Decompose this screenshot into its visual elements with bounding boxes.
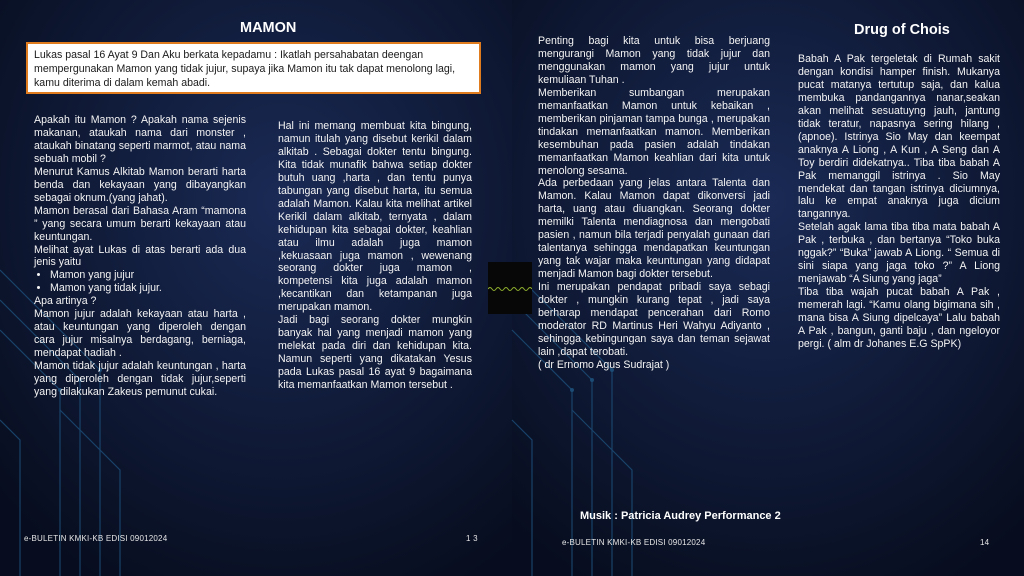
paragraph: Jadi bagi seorang dokter mungkin banyak hal yang menjadi mamon yang melekat pada diri dan kehidupan kita. Namun seperti yang dikatakan Yesus pada Lukas pasal 16 ayat 9 bagaimana kita memanfaatkan Mamon tersebut . xyxy=(278,314,472,392)
bible-quote-box: Lukas pasal 16 Ayat 9 Dan Aku berkata kepadamu : Ikatlah persahabatan deengan mempergunakan Mamon yang tidak jujur, supaya jika Mamon itu tak dapat menolong lagi, kamu diterima di dalam kemah abadi. xyxy=(26,42,481,94)
paragraph: Tiba tiba wajah pucat babah A Pak , memerah lagi. “Kamu olang bigimana sih , mana bisa A Siung dipelcaya” Lalu babah A Pak , bangun, ganti baju , dan ngeloyor pergi. ( alm dr Johanes E.G SpPK) xyxy=(798,286,1000,350)
page-title: MAMON xyxy=(240,20,297,36)
paragraph: Melihat ayat Lukas di atas berarti ada dua jenis yaitu xyxy=(34,243,246,269)
page-number: 1 3 xyxy=(466,534,478,543)
list-item: • Mamon yang tidak jujur. xyxy=(50,282,246,295)
paragraph: Ini merupakan pendapat pribadi saya sebagi dokter , mungkin kurang tepat , jadi saya berharap mendapat pencerahan dari Romo moderator RD Martinus Heri Wahyu Adiyanto , sehingga kebingungan saya dan teman sejawat lain ,dapat terobati. xyxy=(538,281,770,358)
paragraph: Babah A Pak tergeletak di Rumah sakit dengan kondisi hamper finish. Mukanya pucat matanya tertutup saja, dan kalua membuka pandangannya nanar,seakan akan melihat sesuatuyng jauh, jantung tidak teratur, napasnya sering hilang , (apnoe). Istrinya Sio May dan keempat anaknya A Liong , A Kun , A Seng dan A Toy berdiri didekatnya.. Tiba tiba babah A Pak memanggil istrinya . Sio May mendekat dan tangan istrinya diciumnya, lalu ke empat anaknya juga dicium tangannya. xyxy=(798,53,1000,221)
paragraph: Ada perbedaan yang jelas antara Talenta dan Mamon. Kalau Mamon dapat dikonversi jadi harta, uang atau diuangkan. Seorang dokter memilki Talenta mendiagnosa dan mengobati pasien , namun bila terjadi penyalah gunaan dari talentanya sehingga mendapatkan keuntungan yang tak wajar maka keuntungan yang didapat menjadi Mamon bagi dokter tersebut. xyxy=(538,177,770,281)
list-item: • Mamon yang jujur xyxy=(50,269,246,282)
paragraph: Penting bagi kita untuk bisa berjuang mengurangi Mamon yang tidak jujur dan menggunakan mamon yang jujur untuk kemuliaan Tuhan . xyxy=(538,35,770,86)
paragraph: Memberikan sumbangan merupakan memanfaatkan Mamon untuk kebaikan , memberikan pinjaman tampa bunga , merupakan tindakan memanfaatkan mamon. Memberikan kesembuhan pada pasien adalah tindakan memanfaatkan Mamon keahlian dari kita untuk menolong sesama. xyxy=(538,86,770,177)
paragraph: Hal ini memang membuat kita bingung, namun itulah yang disebut kerikil dalam alkitab . Sebagai dokter tentu bingung. Kita tidak munafik bahwa setiap dokter butuh uang ,harta , dan tentu punya tabungan yang disebut harta, itu semua adalah Mamon. Kalau kita melihat artikel Kerikil dalam alkitab, ternyata , dalam kehidupan kita sebagai dokter, keahlian atau ilmu adalah juga mamon ,kekuasaan juga mamon , wewenang seorang dokter juga mamon , kompetensi kita juga adalah mamon ,kecantikan dan ketampanan juga merupakan mamon. xyxy=(278,120,472,314)
page-number: 14 xyxy=(980,538,990,547)
footer-edition: e-BULETIN KMKI-KB EDISI 09012024 xyxy=(562,538,706,547)
paragraph: Menurut Kamus Alkitab Mamon berarti harta benda dan kekayaan yang dibayangkan sebagai oknum.(yang jahat). xyxy=(34,165,246,204)
paragraph: Mamon berasal dari Bahasa Aram “mamona ” yang secara umum berarti kekayaan atau keuntungan. xyxy=(34,204,246,243)
author-signature: ( dr Ernomo Agus Sudrajat ) xyxy=(538,358,670,371)
footer-edition: e-BULETIN KMKI-KB EDISI 09012024 xyxy=(24,534,168,543)
paragraph: Mamon jujur adalah kekayaan atau harta , atau keuntungan yang diperoleh dengan cara jujur misalnya berdagang, berniaga, mendapat hadiah . xyxy=(34,308,246,360)
story-title: Drug of Chois xyxy=(854,22,950,38)
music-credit: Musik : Patricia Audrey Performance 2 xyxy=(580,510,781,522)
story-column xyxy=(798,53,1000,351)
paragraph: Setelah agak lama tiba tiba mata babah A Pak , terbuka , dan bertanya “Toko buka nggak?” “Buka” jawab A Liong. “ Semua di sini siapa yang jaga toko ?” A Liong menjawab “A Siung yang jaga” xyxy=(798,221,1000,286)
article-column-3 xyxy=(538,35,770,372)
paragraph: Mamon tidak jujur adalah keuntungan , harta yang diperoleh dengan tidak jujur,seperti yang dilakukan Zakeus pemunut cukai. xyxy=(34,360,246,399)
paragraph: Apa artinya ? xyxy=(34,295,97,308)
paragraph: Apakah itu Mamon ? Apakah nama sejenis makanan, ataukah nama dari monster , ataukah binatang seperti marmot, atau nama sebuah mobil ? xyxy=(34,114,246,165)
